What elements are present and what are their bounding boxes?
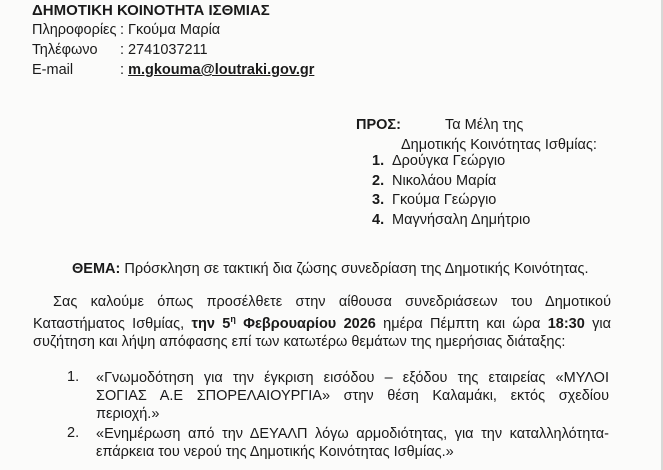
info-row [32, 22, 220, 38]
email-separator: : [120, 62, 129, 78]
member-item [372, 172, 530, 192]
agenda-number: 1. [67, 369, 80, 385]
member-name: Γκούμα Γεώργιο [392, 192, 497, 208]
member-number: 4. [372, 211, 385, 228]
member-name: Νικολάου Μαρία [392, 172, 497, 189]
meeting-time: 18:30 [547, 315, 585, 332]
subject-label: ΘΕΜΑ: [72, 261, 121, 277]
body-line-3: συζήτηση και λήψη απόφασης επί των κατωτέρω θεμάτων της ημερήσιας διάταξης: [33, 334, 566, 350]
member-name: Μαγνήσαλη Δημήτριο [392, 211, 531, 228]
body-line-2-start: Καταστήματος Ισθμίας, [33, 315, 192, 332]
recipients-heading: Τα Μέλη της [445, 117, 524, 133]
body-line-1: Σας καλούμε όπως προσέλθετε στην αίθουσα συνεδριάσεων του Δημοτικού [53, 294, 611, 310]
member-number: 3. [372, 192, 385, 208]
meeting-date: την $5^\eta$ Φεβρουαρίου 2026 [191, 314, 376, 332]
member-item [372, 191, 530, 211]
recipients-subheading: Δημοτικής Κοινότητας Ισθμίας: [401, 137, 597, 153]
subject-line [72, 261, 589, 277]
agenda-text: «Γνωμοδότηση για την έγκριση εισόδου – εξόδου της εταιρείας «ΜΥΛΟΙ ΣΟΓΙΑΣ Α.Ε ΣΠΟΡΕΛΑΙΟΥΡΓΙΑ» στην θέση Καλαμάκι, εκτός σχεδίου περιοχή.» [96, 370, 609, 422]
email-label: E-mail [32, 62, 74, 78]
member-number: 1. [372, 153, 385, 169]
organization-title: ΔΗΜΟΤΙΚΗ ΚΟΙΝΟΤΗΤΑ ΙΣΘΜΙΑΣ [32, 2, 270, 19]
subject-text: Πρόσκληση σε τακτική δια ζώσης συνεδρίαση της Δημοτικής Κοινότητας. [120, 261, 589, 277]
body-line-2 [33, 314, 611, 332]
member-name: Δρούγκα Γεώργιο [392, 153, 506, 169]
recipients-label: ΠΡΟΣ: [356, 117, 401, 133]
agenda-number: 2. [67, 425, 80, 441]
phone-value: : 2741037211 [120, 42, 208, 58]
phone-label: Τηλέφωνο [32, 42, 98, 58]
member-number: 2. [372, 172, 385, 189]
email-row [32, 62, 314, 78]
info-value: : Γκούμα Μαρία [120, 22, 221, 38]
members-list [372, 152, 530, 230]
info-label: Πληροφορίες [32, 22, 117, 38]
member-item [372, 211, 530, 231]
agenda-text: «Ενημέρωση από την ΔΕΥΑΛΠ λόγω αρμοδιότητας, για την καταλληλότητα- επάρκεια του νερού της Δημοτικής Κοινότητας Ισθμίας.» [96, 426, 609, 460]
body-line-2-mid: ημέρα Πέμπτη και ώρα [375, 315, 548, 332]
phone-row [32, 42, 208, 58]
body-line-2-end: για [584, 315, 611, 332]
member-item [372, 152, 530, 172]
email-link[interactable]: m.gkouma@loutraki.gov.gr [128, 62, 315, 78]
